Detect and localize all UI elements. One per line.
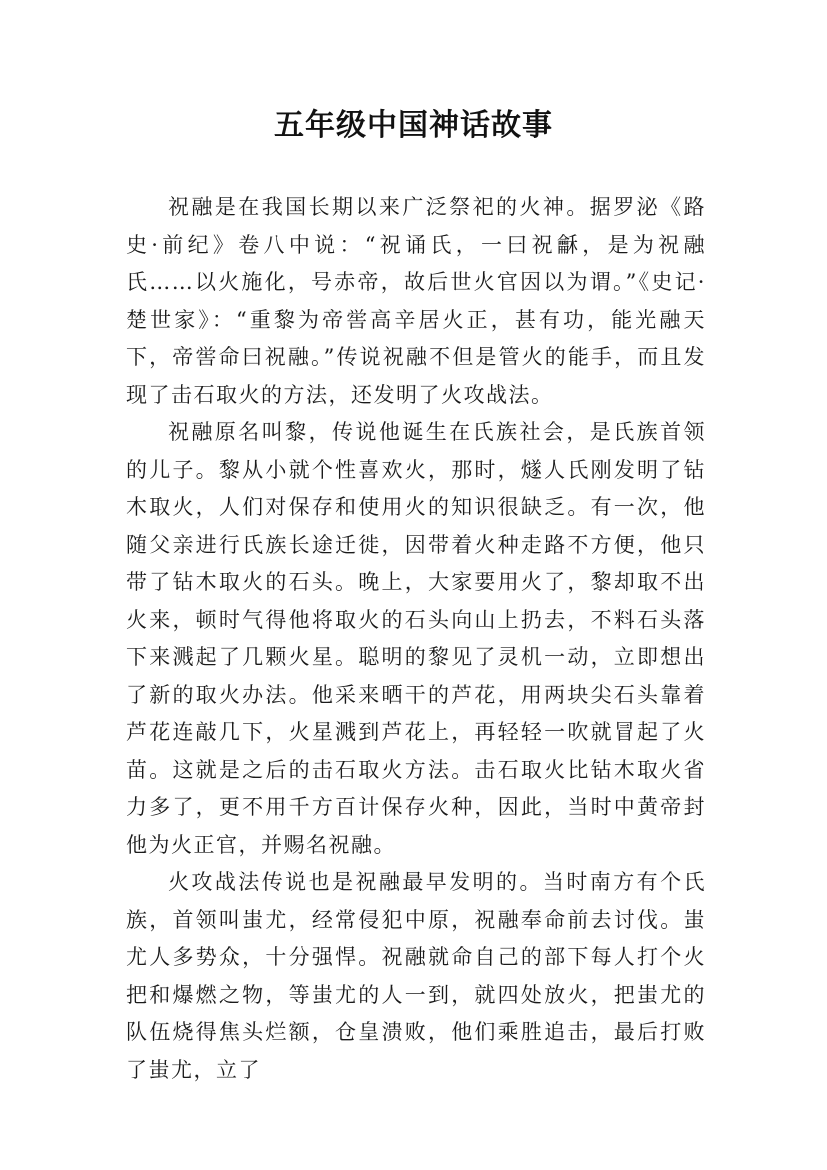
paragraph-1: 祝融是在我国长期以来广泛祭祀的火神。据罗泌《路史·前纪》卷八中说：“祝诵氏，一曰祝龢，是为祝融氏……以火施化，号赤帝，故后世火官因以为谓。”《史记·楚世家》：“重黎为帝喾高辛居火正，甚有功，能光融天下，帝喾命曰祝融。”传说祝融不但是管火的能手，而且发现了击石取火的方法，还发明了火攻战法。 [126,195,706,407]
paragraph-3: 火攻战法传说也是祝融最早发明的。当时南方有个氏族，首领叫蚩尤，经常侵犯中原，祝融奉命前去讨伐。蚩尤人多势众，十分强悍。祝融就命自己的部下每人打个火把和爆燃之物，等蚩尤的人一到，就四处放火，把蚩尤的队伍烧得焦头烂额，仓皇溃败，他们乘胜追击，最后打败了蚩尤，立了 [126,870,706,1082]
document-body [126,189,706,1089]
paragraph-2: 祝融原名叫黎，传说他诞生在氏族社会，是氏族首领的儿子。黎从小就个性喜欢火，那时，燧人氏刚发明了钻木取火，人们对保存和使用火的知识很缺乏。有一次，他随父亲进行氏族长途迁徙，因带着火种走路不方便，他只带了钻木取火的石头。晚上，大家要用火了，黎却取不出火来，顿时气得他将取火的石头向山上扔去，不料石头落下来溅起了几颗火星。聪明的黎见了灵机一动，立即想出了新的取火办法。他采来晒干的芦花，用两块尖石头靠着芦花连敲几下，火星溅到芦花上，再轻轻一吹就冒起了火苗。这就是之后的击石取火方法。击石取火比钻木取火省力多了，更不用千方百计保存火种，因此，当时中黄帝封他为火正官，并赐名祝融。 [126,420,706,857]
document-title: 五年级中国神话故事 [274,108,553,143]
